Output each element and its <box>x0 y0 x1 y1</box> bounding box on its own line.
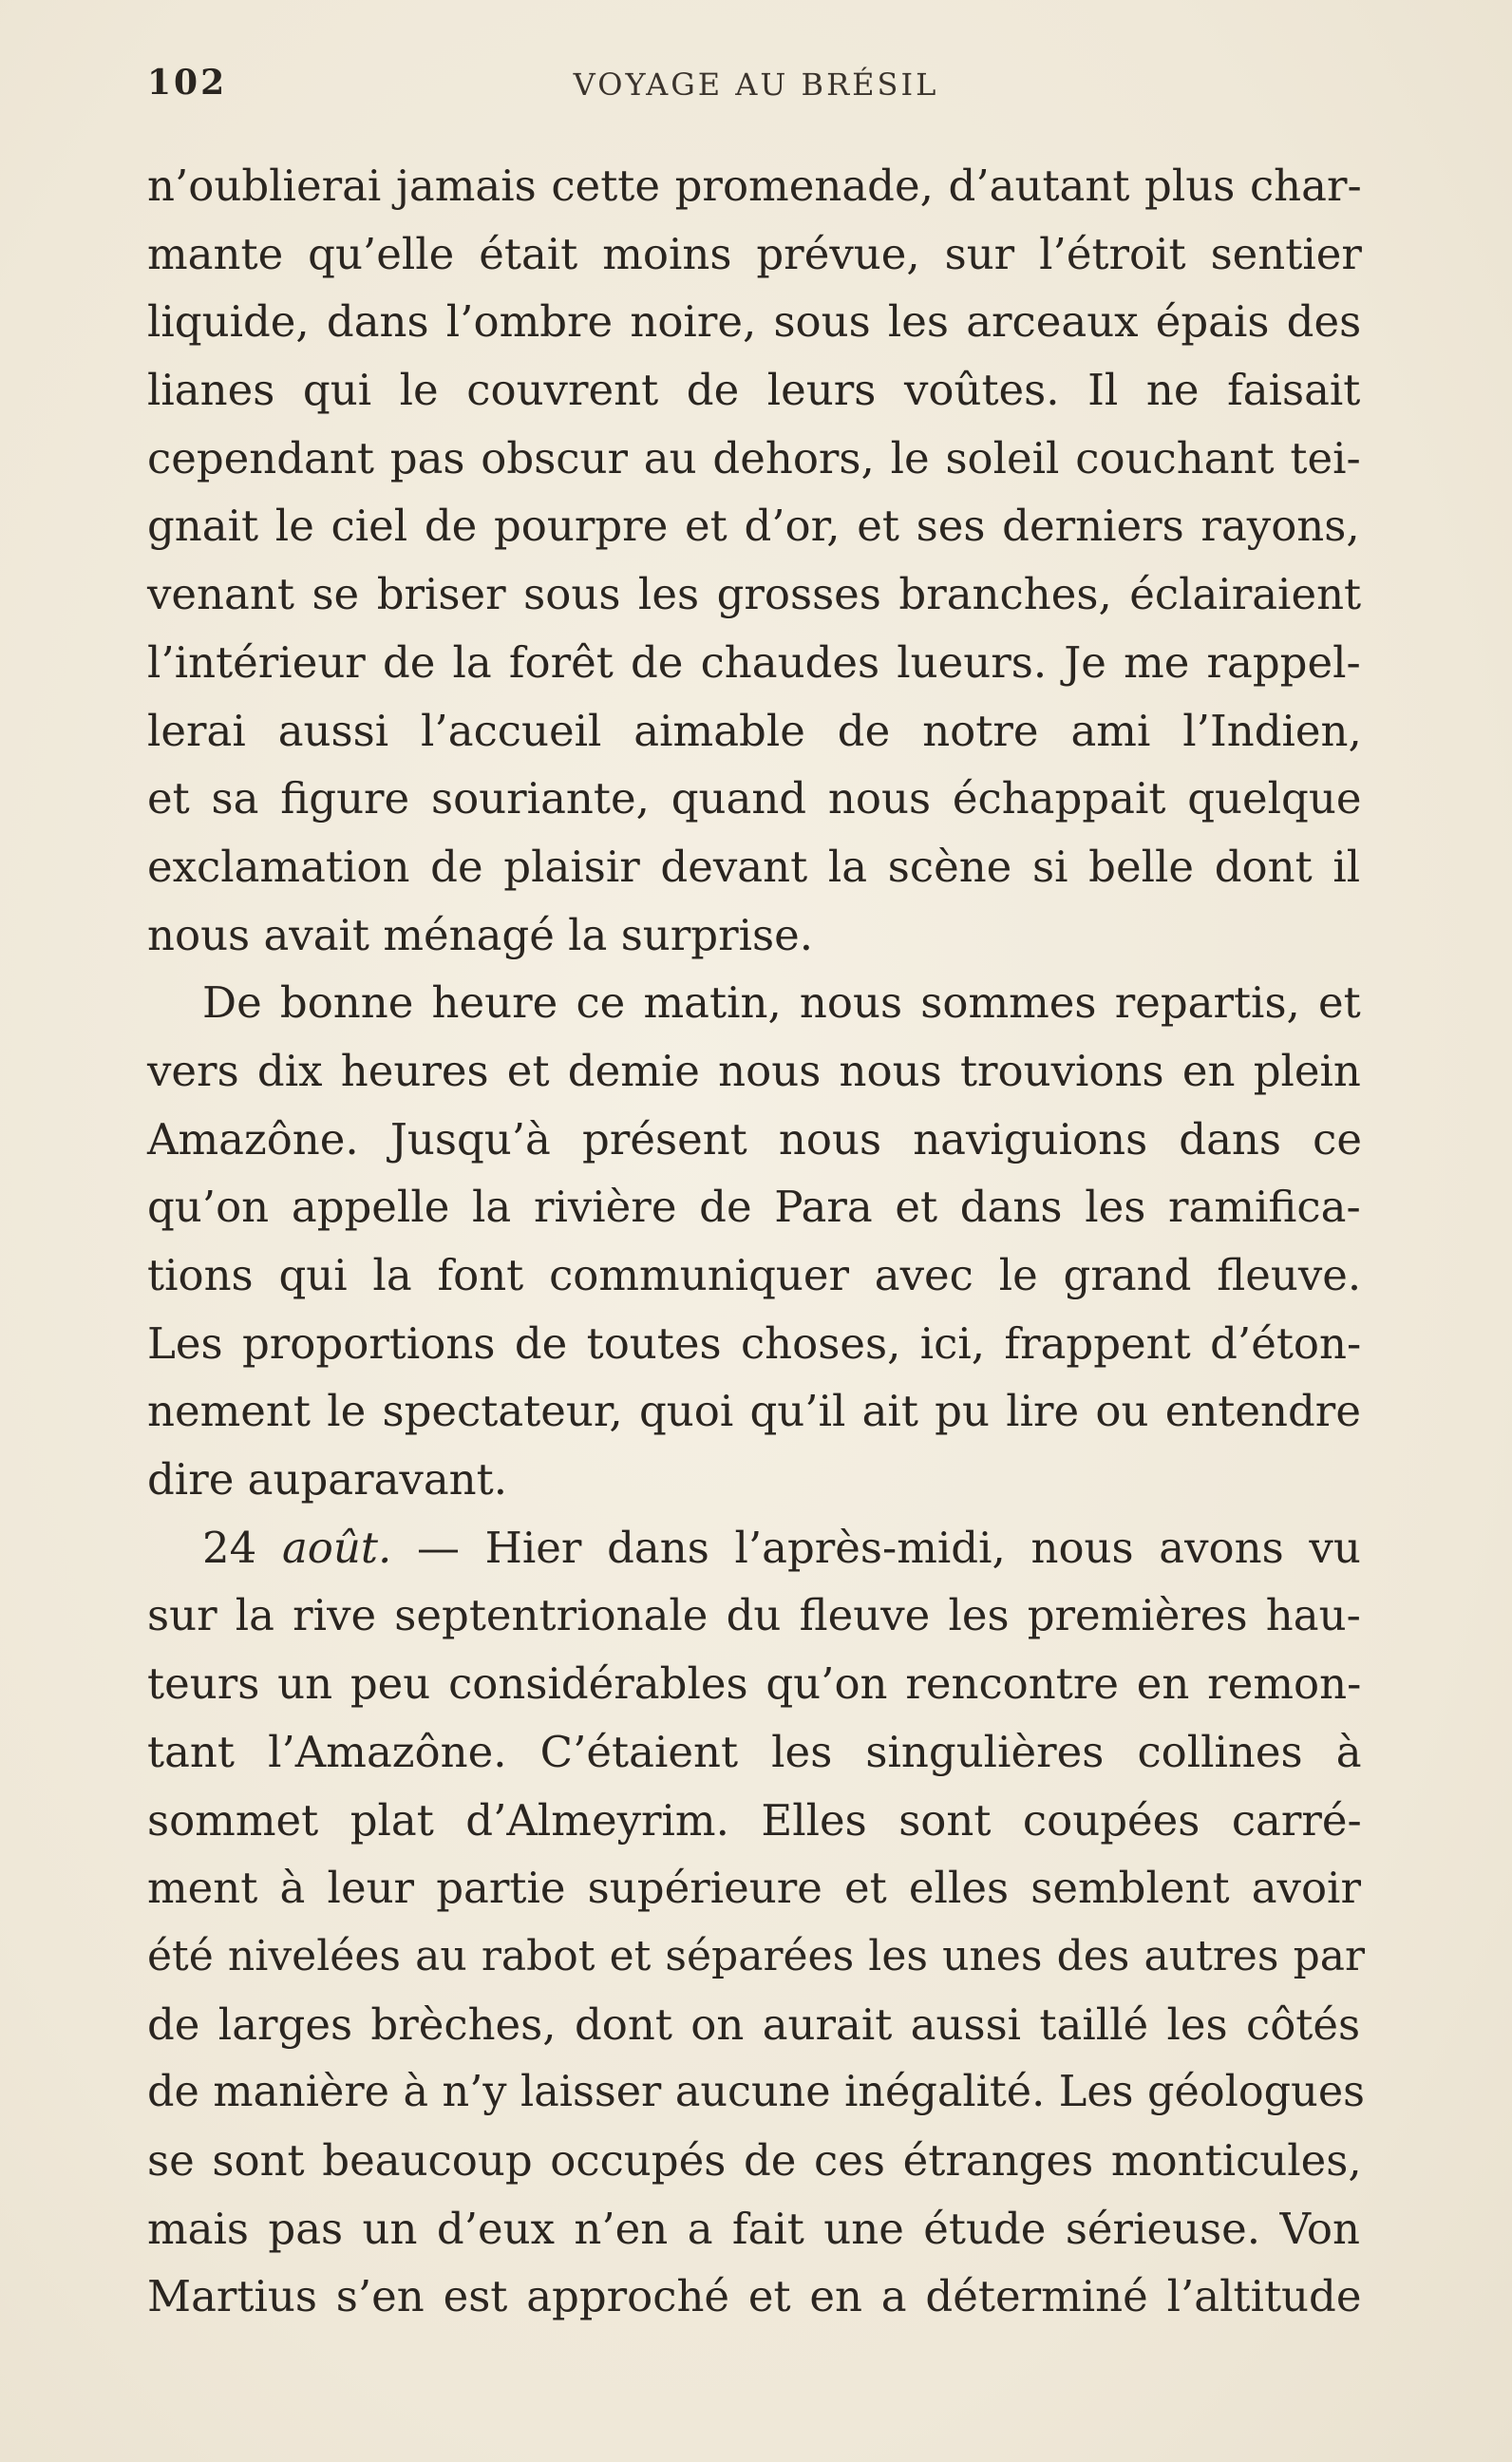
text-line: été nivelées au rabot et séparées les unes des autres par <box>147 1931 1365 1980</box>
text-line: ment à leur partie supérieure et elles semblent avoir <box>147 1863 1361 1914</box>
text-line: se sont beaucoup occupés de ces étranges monticules, <box>147 2134 1362 2186</box>
text-line: mante qu’elle était moins prévue, sur l’étroit sentier <box>147 228 1362 279</box>
text-line: vers dix heures et demie nous nous trouvions en plein <box>147 1045 1361 1096</box>
text-line: Martius s’en est approché et en a déterminé l’altitude <box>147 2271 1362 2322</box>
text-line: dire auparavant. <box>147 1454 508 1506</box>
text-line: De bonne heure ce matin, nous sommes repartis, et <box>202 977 1361 1029</box>
entry-first-line: — Hier dans l’après-midi, nous avons vu <box>416 1522 1361 1573</box>
text-line: teurs un peu considérables qu’on rencontre en remon- <box>147 1658 1362 1710</box>
text-line: lianes qui le couvrent de leurs voûtes. Il ne faisait <box>147 365 1361 416</box>
text-line: sommet plat d’Almeyrim. Elles sont coupées carré- <box>147 1794 1362 1846</box>
text-line: tions qui la font communiquer avec le grand fleuve. <box>147 1250 1362 1300</box>
text-line: tant l’Amazône. C’étaient les singulières collines à <box>147 1726 1362 1777</box>
text-line: sur la rive septentrionale du fleuve les premières hau- <box>147 1590 1361 1641</box>
text-line: lerai aussi l’accueil aimable de notre ami l’Indien, <box>147 705 1362 756</box>
dated-entry-line <box>147 1514 1365 1582</box>
text-line: de larges brèches, dont on aurait aussi taillé les côtés <box>147 1998 1361 2050</box>
text-line: gnait le ciel de pourpre et d’or, et ses derniers rayons, <box>147 501 1360 552</box>
entry-date-number: 24 <box>202 1522 257 1573</box>
running-head <box>147 63 1365 110</box>
text-line: l’intérieur de la forêt de chaudes lueurs. Je me rappel- <box>147 636 1361 688</box>
text-line: Les proportions de toutes choses, ici, frappent d’éton- <box>147 1317 1362 1369</box>
text-line: qu’on appelle la rivière de Para et dans les ramifica- <box>147 1182 1361 1233</box>
running-title: VOYAGE AU BRÉSIL <box>573 66 939 103</box>
text-line: mais pas un d’eux n’en a fait une étude sérieuse. Von <box>147 2203 1360 2254</box>
body-text <box>147 152 1365 2331</box>
text-line: Amazône. Jusqu’à présent nous naviguions dans ce <box>147 1113 1362 1165</box>
text-line: nous avait ménagé la surprise. <box>147 909 814 960</box>
text-line: n’oublierai jamais cette promenade, d’autant plus char- <box>147 161 1362 211</box>
text-line: et sa figure souriante, quand nous échappait quelque <box>147 773 1362 824</box>
entry-date-month: août. <box>281 1522 392 1573</box>
text-line: nement le spectateur, quoi qu’il ait pu lire ou entendre <box>147 1386 1361 1437</box>
text-line: cependant pas obscur au dehors, le soleil couchant tei- <box>147 432 1361 483</box>
text-line: liquide, dans l’ombre noire, sous les arceaux épais des <box>147 296 1362 348</box>
text-line: exclamation de plaisir devant la scène si belle dont il <box>147 841 1361 892</box>
page-number: 102 <box>147 63 228 103</box>
text-line: venant se briser sous les grosses branches, éclairaient <box>147 569 1362 620</box>
text-line: de manière à n’y laisser aucune inégalité. Les géologues <box>147 2068 1365 2117</box>
